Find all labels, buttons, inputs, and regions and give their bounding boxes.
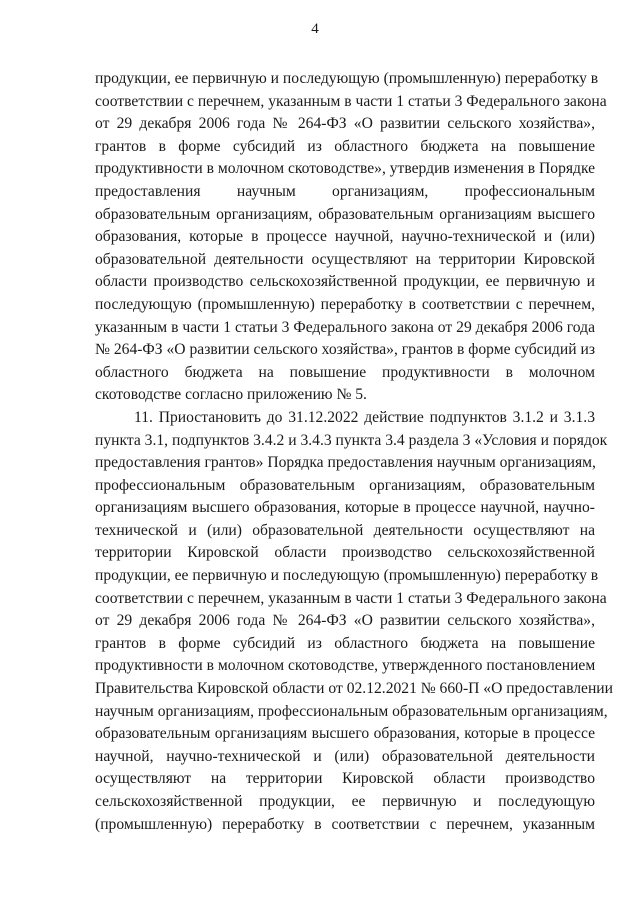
text-line: научной, научно-технической и (или) образовательной деятельности xyxy=(95,747,595,765)
text-line: № 264-ФЗ «О развитии сельского хозяйства», грантов в форме субсидий из xyxy=(95,341,595,359)
text-line: от 29 декабря 2006 года № 264-ФЗ «О развитии сельского хозяйства», xyxy=(95,115,595,133)
text-line: последующую (промышленную) переработку в соответствии с перечнем, xyxy=(95,295,595,313)
text-line: продукции, ее первичную и последующую (промышленную) переработку в xyxy=(95,567,599,585)
text-line: продуктивности в молочном скотоводстве», утвердив изменения в Порядке xyxy=(95,160,596,178)
text-line: областного бюджета на повышение продуктивности в молочном xyxy=(95,363,595,381)
text-line: грантов в форме субсидий из областного бюджета на повышение xyxy=(95,137,595,155)
text-line: (промышленную) переработку в соответствии с перечнем, указанным xyxy=(95,815,595,833)
paragraph-continuation xyxy=(95,68,607,407)
text-line: предоставления научным организациям, профессиональным xyxy=(95,182,595,200)
text-line: сельскохозяйственной продукции, ее первичную и последующую xyxy=(95,793,595,810)
text-line: от 29 декабря 2006 года № 264-ФЗ «О развитии сельского хозяйства», xyxy=(95,612,595,630)
text-line: 11. Приостановить до 31.12.2022 действие подпунктов 3.1.2 и 3.1.3 xyxy=(134,408,595,426)
text-line: образовательной деятельности осуществляют на территории Кировской xyxy=(95,250,595,268)
text-line: организациям высшего образования, которые в процессе научной, научно- xyxy=(95,499,595,517)
text-line: образования, которые в процессе научной, научно-технической и (или) xyxy=(95,228,595,246)
text-line: технической и (или) образовательной деятельности осуществляют на xyxy=(95,521,595,539)
text-line: области производство сельскохозяйственной продукции, ее первичную и xyxy=(95,273,595,291)
text-line: предоставления грантов» Порядка предоставления научным организациям, xyxy=(95,454,596,472)
text-line: скотоводстве согласно приложению № 5. xyxy=(95,386,367,404)
text-line: территории Кировской области производство сельскохозяйственной xyxy=(95,544,595,562)
text-line: грантов в форме субсидий из областного бюджета на повышение xyxy=(95,634,595,652)
text-line: пункта 3.1, подпунктов 3.4.2 и 3.4.3 пункта 3.4 раздела 3 «Условия и порядок xyxy=(95,431,608,449)
paragraph-item-11 xyxy=(95,407,613,836)
text-line: продуктивности в молочном скотоводстве, утвержденного постановлением xyxy=(95,657,596,675)
text-line: соответствии с перечнем, указанным в части 1 статьи 3 Федерального закона xyxy=(95,589,607,607)
text-line: научным организациям, профессиональным образовательным организациям, xyxy=(95,702,608,720)
text-line: образовательным организациям, образовательным организациям высшего xyxy=(95,205,595,223)
document-body xyxy=(95,68,613,836)
text-line: осуществляют на территории Кировской области производство xyxy=(95,770,595,788)
text-line: продукции, ее первичную и последующую (промышленную) переработку в xyxy=(95,70,599,87)
text-line: Правительства Кировской области от 02.12.2021 № 660-П «О предоставлении xyxy=(95,680,613,698)
page-number: 4 xyxy=(311,21,319,37)
text-line: образовательным организациям высшего образования, которые в процессе xyxy=(95,725,595,743)
text-line: профессиональным образовательным организациям, образовательным xyxy=(95,476,595,494)
text-line: соответствии с перечнем, указанным в части 1 статьи 3 Федерального закона xyxy=(95,92,607,110)
text-line: указанным в части 1 статьи 3 Федерального закона от 29 декабря 2006 года xyxy=(95,318,595,336)
